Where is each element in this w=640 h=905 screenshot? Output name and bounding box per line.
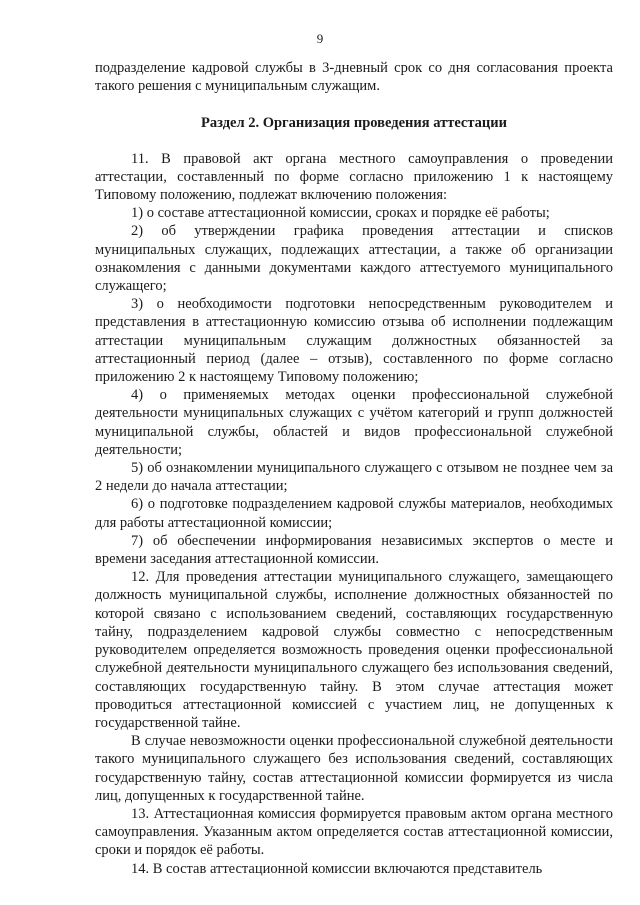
paragraph-12-continuation: В случае невозможности оценки профессиональной служебной деятельности такого муниципального служащего без использования сведений, составляющих государственную тайну, состав аттестационной комиссии формируется из числа лиц, допущенных к государственной тайне. — [95, 733, 613, 804]
page-number: 9 — [316, 31, 324, 46]
document-body — [95, 59, 613, 878]
section-title: Раздел 2. Организация проведения аттестации — [201, 115, 507, 132]
paragraph-12: 12. Для проведения аттестации муниципального служащего, замещающего должность муниципальной службы, исполнение должностных обязанностей по которой связано с использованием сведений, составляющих государственную тайну, подразделением кадровой службы совместно с непосредственным руководителем определяется возможность проведения оценки профессиональной служебной деятельности муниципального служащего без использования сведений, составляющих государственную тайну. В этом случае аттестация может проводиться аттестационной комиссией с участием лиц, не допущенных к государственной тайне. — [95, 569, 613, 731]
paragraph-13: 13. Аттестационная комиссия формируется правовым актом органа местного самоуправления. Указанным актом определяется состав аттестационной комиссии, сроки и порядок её работы. — [95, 805, 613, 859]
intro-paragraph: подразделение кадровой службы в 3-дневный срок со дня согласования проекта такого решения с муниципальным служащим. — [95, 60, 613, 95]
list-item-3: 3) о необходимости подготовки непосредственным руководителем и представления в аттестационную комиссию отзыва об исполнении подлежащим аттестации муниципальным служащим должностных обязанностей за аттестационный период (далее – отзыв), составленного по форме согласно приложению 2 к настоящему Типовому положению; — [95, 296, 613, 386]
list-item-4: 4) о применяемых методах оценки профессиональной служебной деятельности муниципальных служащих с учётом категорий и групп должностей муниципальной службы, областей и видов профессиональной служебной деятельности; — [95, 387, 613, 458]
list-item-7: 7) об обеспечении информирования независимых экспертов о месте и времени заседания аттестационной комиссии. — [95, 532, 613, 568]
paragraph-14: 14. В состав аттестационной комиссии включаются представитель — [131, 860, 543, 877]
list-item-5: 5) об ознакомлении муниципального служащего с отзывом не позднее чем за 2 недели до начала аттестации; — [95, 460, 613, 495]
list-item-2: 2) об утверждении графика проведения аттестации и списков муниципальных служащих, подлежащих аттестации, а также об организации ознакомления с данными документами каждого аттестуемого муниципального служащего; — [95, 223, 613, 295]
list-item-1: 1) о составе аттестационной комиссии, сроках и порядке её работы; — [131, 205, 550, 222]
paragraph-11: 11. В правовой акт органа местного самоуправления о проведении аттестации, составленный по форме согласно приложению 1 к настоящему Типовому положению, подлежат включению положения: — [95, 150, 613, 204]
list-item-6: 6) о подготовке подразделением кадровой службы материалов, необходимых для работы аттестационной комиссии; — [95, 496, 613, 531]
